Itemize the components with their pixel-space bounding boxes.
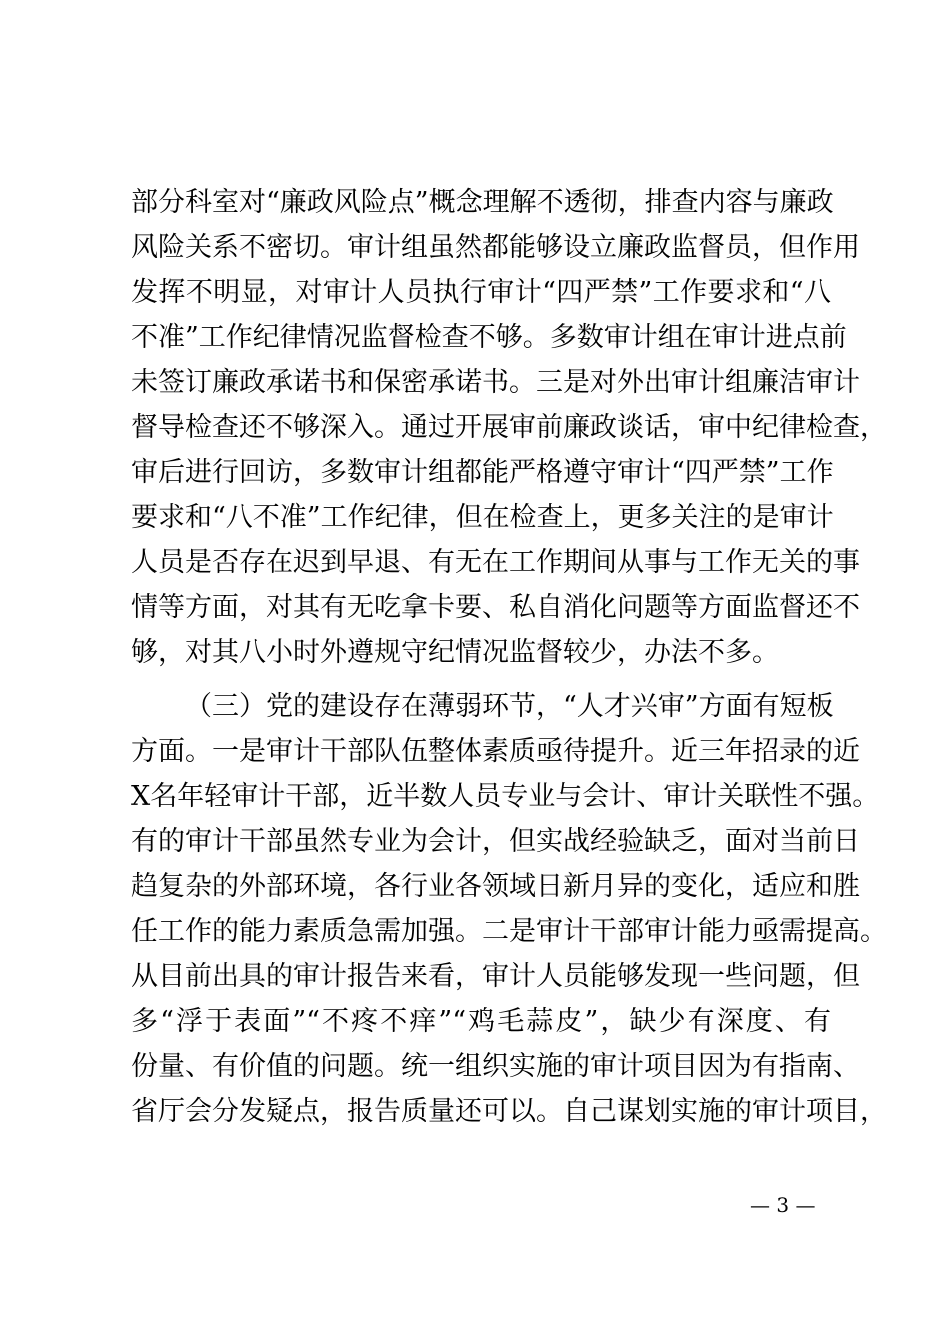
text-line-6: 督导检查还不够深入。通过开展审前廉政谈话，审中纪律检查， <box>131 412 887 443</box>
text-line-4: 不准”工作纪律情况监督检查不够。多数审计组在审计进点前 <box>131 322 847 353</box>
text-line-9: 人员是否存在迟到早退、有无在工作期间从事与工作无关的事 <box>131 547 860 578</box>
text-line-14: X名年轻审计干部，近半数人员专业与会计、审计关联性不强。 <box>131 781 880 812</box>
text-line-5: 未签订廉政承诺书和保密承诺书。三是对外出审计组廉洁审计 <box>131 367 860 398</box>
text-line-20: 份量、有价值的问题。统一组织实施的审计项目因为有指南、 <box>131 1051 860 1082</box>
section-heading-3: （三）党的建设存在薄弱环节，“人才兴审”方面有短板 <box>185 691 834 722</box>
text-line-7: 审后进行回访，多数审计组都能严格遵守审计“四严禁”工作 <box>131 457 834 488</box>
text-line-19: 多“浮于表面”“不疼不痒”“鸡毛蒜皮”，缺少有深度、有 <box>131 1006 831 1037</box>
text-line-2: 风险关系不密切。审计组虽然都能够设立廉政监督员，但作用 <box>131 232 860 263</box>
text-line-17: 任工作的能力素质急需加强。二是审计干部审计能力亟需提高。 <box>131 916 887 947</box>
text-line-13: 方面。一是审计干部队伍整体素质亟待提升。近三年招录的近 <box>131 736 860 767</box>
text-line-21: 省厅会分发疑点，报告质量还可以。自己谋划实施的审计项目， <box>131 1096 887 1127</box>
text-line-1: 部分科室对“廉政风险点”概念理解不透彻，排查内容与廉政 <box>131 187 834 218</box>
page-number: — 3 — <box>750 1193 816 1217</box>
text-line-3: 发挥不明显，对审计人员执行审计“四严禁”工作要求和“八 <box>131 277 831 308</box>
text-line-15: 有的审计干部虽然专业为会计，但实战经验缺乏，面对当前日 <box>131 826 860 857</box>
text-line-10: 情等方面，对其有无吃拿卡要、私自消化问题等方面监督还不 <box>131 592 860 623</box>
text-line-11: 够，对其八小时外遵规守纪情况监督较少，办法不多。 <box>131 637 779 668</box>
text-line-18: 从目前出具的审计报告来看，审计人员能够发现一些问题，但 <box>131 961 860 992</box>
text-line-8: 要求和“八不准”工作纪律，但在检查上，更多关注的是审计 <box>131 502 834 533</box>
text-line-16: 趋复杂的外部环境，各行业各领域日新月异的变化，适应和胜 <box>131 871 860 902</box>
